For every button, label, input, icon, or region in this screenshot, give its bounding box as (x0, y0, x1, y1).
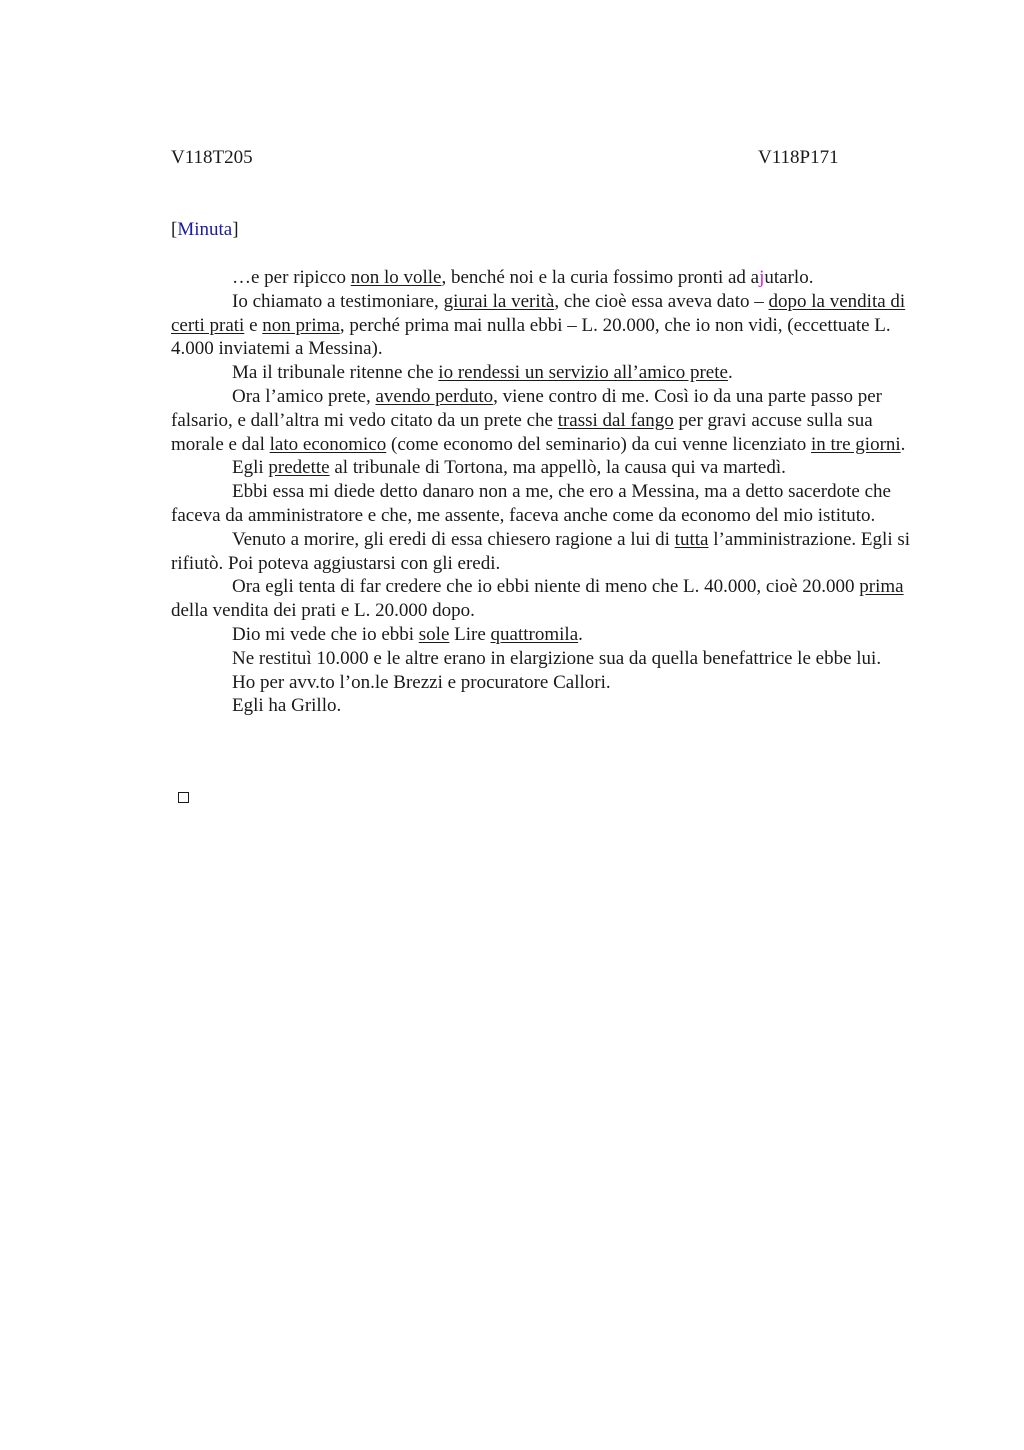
text-run: (come economo del seminario) da cui venne licenziato (386, 433, 811, 455)
text-run: Egli (232, 457, 269, 479)
label-open-bracket: [ (171, 219, 178, 240)
underlined-text: non prima (262, 314, 340, 336)
text-run: per gravi accuse sulla sua morale e dal (171, 409, 873, 455)
underlined-text: avendo perduto (375, 385, 494, 407)
paragraph (171, 694, 924, 718)
paragraph (171, 290, 924, 361)
underlined-text: dopo la vendita di certi prati (171, 290, 906, 336)
text-run: della vendita dei prati e L. 20.000 dopo. (171, 600, 475, 622)
paragraph (171, 623, 924, 647)
paragraph (171, 266, 924, 290)
underlined-text: prima (859, 576, 904, 598)
paragraph (171, 575, 924, 623)
highlighted-letter: j (759, 267, 765, 288)
text-run: . (900, 433, 906, 455)
paragraph (171, 385, 924, 456)
text-run: , benché noi e la curia fossimo pronti ad a (441, 267, 760, 288)
paragraph (171, 647, 924, 671)
paragraph (171, 671, 924, 695)
text-run: utarlo. (764, 267, 814, 288)
text-run: Dio mi vede che io ebbi (232, 623, 419, 645)
text-run: , che cioè essa aveva dato – (554, 290, 769, 312)
text-run: Ora egli tenta di far credere che io ebbi niente di meno che L. 40.000, cioè 20.000 (232, 576, 860, 598)
text-run: l’amministrazione. Egli si rifiutò. Poi poteva aggiustarsi con gli eredi. (171, 528, 911, 574)
text-run: Lire (449, 623, 491, 645)
text-run: . (578, 623, 583, 645)
paragraph (171, 528, 924, 576)
text-run: Ora l’amico prete, (232, 385, 376, 407)
underlined-text: predette (268, 457, 330, 479)
text-run: , viene contro di me. Così io da una parte passo per falsario, e dall’altra mi vedo citato da un prete che (171, 385, 883, 431)
label-word: Minuta (177, 219, 233, 240)
document-code-right: V118P171 (758, 147, 839, 168)
text-run: Ebbi essa mi diede detto danaro non a me, che ero a Messina, ma a detto sacerdote che faceva da amministratore e che, me assente, faceva anche come da economo del mio istituto. (171, 481, 891, 526)
text-run: …e per ripicco (232, 267, 351, 288)
underlined-text: quattromila (490, 623, 579, 645)
paragraph (171, 480, 924, 528)
text-run: Ma il tribunale ritenne che (232, 362, 439, 384)
text-run: Venuto a morire, gli eredi di essa chiesero ragione a lui di (232, 528, 675, 550)
document-code-left: V118T205 (171, 147, 253, 168)
underlined-text: in tre giorni (810, 433, 901, 455)
underlined-text: non lo volle (350, 267, 442, 288)
paragraph (171, 361, 924, 385)
text-run: Ho per avv.to l’on.le Brezzi e procuratore Callori. (232, 671, 611, 693)
underlined-text: trassi dal fango (557, 409, 674, 431)
text-run: Egli ha Grillo. (232, 695, 342, 717)
text-run: Ne restituì 10.000 e le altre erano in elargizione sua da quella benefattrice le ebbe lui. (232, 647, 882, 669)
text-run: al tribunale di Tortona, ma appellò, la causa qui va martedì. (329, 457, 786, 479)
paragraph (171, 456, 924, 480)
end-square-icon (178, 792, 189, 803)
underlined-text: giurai la verità (443, 290, 555, 312)
underlined-text: io rendessi un servizio all’amico prete (438, 362, 728, 384)
label-close-bracket: ] (232, 219, 239, 240)
text-run: . (727, 362, 733, 384)
letter-body (171, 266, 924, 718)
text-run: e (244, 314, 263, 336)
underlined-text: tutta (674, 528, 709, 550)
underlined-text: sole (418, 623, 450, 645)
text-run: Io chiamato a testimoniare, (232, 290, 444, 312)
text-run: , perché prima mai nulla ebbi – L. 20.000, che io non vidi, (eccettuate L. 4.000 inviatemi a Messina). (171, 314, 891, 360)
document-label (171, 218, 239, 242)
underlined-text: lato economico (269, 433, 387, 455)
